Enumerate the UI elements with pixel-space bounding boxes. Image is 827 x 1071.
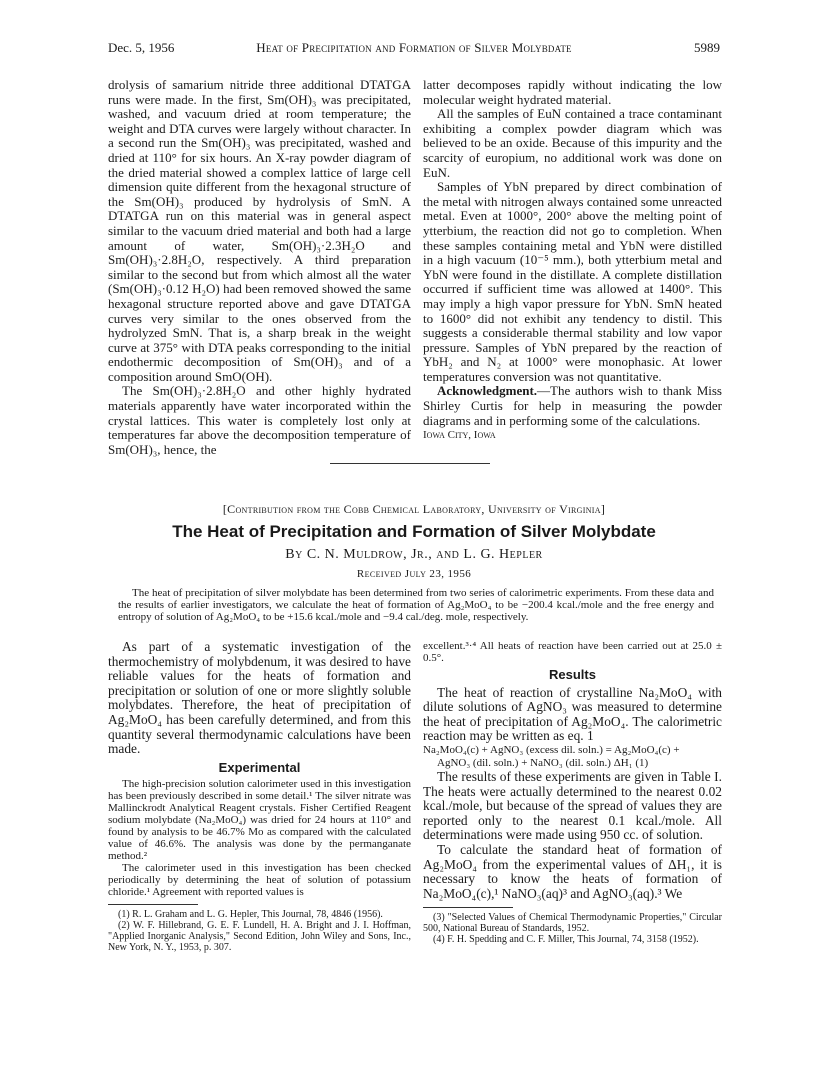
body-paragraph: Samples of YbN prepared by direct combination of the metal with nitrogen always contained some unreacted metal. Even at 1000°, 200° above the melting point of ytterbium, the reaction did not go to completion. When these samples containing metal and YbN were distilled in a high vacuum (10⁻⁵ mm.), both ytterbium metal and YbN were found in the distillate. A complete distillation occurred if sufficient time was allowed at 1400°. This may imply a high vapor pressure for YbN. SmN heated to 1600° did not exhibit any tendency to distil. This suggests a considerable thermal stability and low vapor pressure. Samples of YbN prepared by the reaction of YbH₂ and N₂ at 1000° were monophasic. At lower temperatures conversion was not quantitative. xyxy=(423,179,722,384)
author-location: Iowa City, Iowa xyxy=(423,429,496,442)
equation-line: AgNO₃ (dil. soln.) + NaNO₃ (dil. soln.) ΔH₁ (1) xyxy=(437,756,649,769)
article-title: The Heat of Precipitation and Formation of Silver Molybdate xyxy=(172,522,656,541)
results-paragraph: The heat of reaction of crystalline Na₂MoO₄ with dilute solutions of AgNO₃ was measured to determine the heat of precipitation of Ag₂MoO₄. The calorimetric reaction may be written as eq. 1 xyxy=(423,684,722,744)
received-date: Received July 23, 1956 xyxy=(356,568,472,580)
experimental-heading: Experimental xyxy=(218,759,301,775)
equation-line: Na₂MoO₄(c) + AgNO₃ (excess dil. soln.) = Ag₂MoO₄(c) + xyxy=(423,743,680,756)
body-paragraph: All the samples of EuN contained a trace contaminant exhibiting a complex powder diagram which was believed to be an oxide. Because of this impurity and the scarcity of europium, no additional work was done on EuN. xyxy=(423,106,722,180)
previous-article-left-column xyxy=(108,78,411,457)
header-date: Dec. 5, 1956 xyxy=(108,40,175,55)
footnote: (4) F. H. Spedding and C. F. Miller, This Journal, 74, 3158 (1952). xyxy=(433,934,699,946)
page-header xyxy=(108,40,720,58)
experimental-paragraph: The high-precision solution calorimeter used in this investigation has been previously described in some detail.¹ The silver nitrate was Mallinckrodt Analytical Reagent crystals. Fisher Certified Reagent sodium molybdate (Na₂MoO₄) was dried for 24 hours at 110° and found by analysis to be 46.7% Mo as compared with the calculated value of 46.6%. The analysis was done by the permanganate method.² xyxy=(108,778,411,863)
article-authors: By C. N. Muldrow, Jr., and L. G. Hepler xyxy=(285,547,543,562)
footnote: (3) "Selected Values of Chemical Thermodynamic Properties," Circular 500, National Bureau of Standards, 1952. xyxy=(423,912,722,935)
acknowledgment xyxy=(423,384,722,428)
footnote-rule xyxy=(423,907,513,908)
results-heading: Results xyxy=(549,667,596,682)
body-paragraph: The Sm(OH)₃·2.8H₂O and other highly hydrated materials apparently have water incorporated within the crystal lattices. This water is completely lost only at temperatures far above the decomposition temperature of Sm(OH)₃, hence, the xyxy=(108,383,411,457)
acknowledgment-text: —The authors wish to thank Miss Shirley Curtis for help in measuring the powder diagrams and in performing some of the calculations. xyxy=(423,383,722,428)
body-paragraph: drolysis of samarium nitride three additional DTATGA runs were made. In the first, Sm(OH)₃ was precipitated, washed, and vacuum dried at room temperature; the weight and DTA curves were largely without character. In a second run the Sm(OH)₃ was precipitated, washed and dried at 110° for six hours. An X-ray powder diagram of the dried material showed a complex lattice of large cell dimension quite different from the hexagonal structure of the Sm(OH)₃ produced by hydrolysis of SmN. A DTATGA run on this material was in general aspect similar to the vacuum dried material and both had a large amount of water, Sm(OH)₃·2.3H₂O and Sm(OH)₃·2.8H₂O, respectively. A third preparation similar to the second but from which almost all the water (Sm(OH)₃·0.12 H₂O) had been removed showed the same hexagonal structure reported above and gave DTATGA curves very similar to the ones observed from the hydrolyzed SmN. That is, a sharp break in the weight curve at 375° with DTA peaks corresponding to the initial endothermic decomposition of Sm(OH)₃ and of a composition around SmO(OH). xyxy=(108,77,411,384)
body-paragraph: excellent.³·⁴ All heats of reaction have been carried out at 25.0 ± 0.5°. xyxy=(423,640,722,664)
body-paragraph: latter decomposes rapidly without indicating the low molecular weight hydrated material. xyxy=(423,77,722,107)
article-separator xyxy=(330,463,490,464)
article-right-column xyxy=(423,640,722,945)
footnote: (2) W. F. Hillebrand, G. E. F. Lundell, H. A. Bright and J. I. Hoffman, "Applied Inorganic Analysis," Second Edition, John Wiley and Sons, Inc., New York, N. Y., 1953, p. 307. xyxy=(108,920,411,954)
results-paragraph: To calculate the standard heat of formation of Ag₂MoO₄ from the experimental values of ΔH₁, it is necessary to know the heats of formation of Na₂MoO₄(c),¹ NaNO₃(aq)³ and AgNO₃(aq).³ We xyxy=(423,841,722,901)
results-paragraph: The results of these experiments are given in Table I. The heats were actually determined to the nearest 0.02 kcal./mole, but because of the spread of values they are reported only to the nearest 0.1 kcal./mole. All determinations were made using 950 cc. of solution. xyxy=(423,768,722,843)
experimental-paragraph: The calorimeter used in this investigation has been checked periodically by determining the heat of solution of potassium chloride.¹ Agreement with reported values is xyxy=(108,862,411,899)
introduction-paragraph: As part of a systematic investigation of the thermochemistry of molybdenum, it was desired to have reliable values for the heats of formation and precipitation or solution of one or more slightly soluble molybdates. Therefore, the heat of precipitation of Ag₂MoO₄ has been carefully determined, and from this quantity several thermodynamic calculations have been made. xyxy=(108,639,411,757)
running-title: Heat of Precipitation and Formation of Silver Molybdate xyxy=(256,40,572,55)
previous-article-right-column xyxy=(423,78,722,443)
page-number: 5989 xyxy=(694,40,720,55)
article-left-column xyxy=(108,640,411,953)
footnote: (1) R. L. Graham and L. G. Hepler, This Journal, 78, 4846 (1956). xyxy=(118,909,383,921)
acknowledgment-label: Acknowledgment. xyxy=(437,383,538,399)
contribution-line: [Contribution from the Cobb Chemical Laboratory, University of Virginia] xyxy=(222,502,606,516)
abstract: The heat of precipitation of silver molybdate has been determined from two series of calorimetric experiments. From these data and the results of earlier investigators, we calculate the heat of formation of Ag₂MoO₄ to be −200.4 kcal./mole and the free energy and entropy of solution of Ag₂MoO₄ to be +15.6 kcal./mole and −9.4 cal./deg. mole, respectively. xyxy=(118,587,714,623)
footnote-rule xyxy=(108,904,198,905)
